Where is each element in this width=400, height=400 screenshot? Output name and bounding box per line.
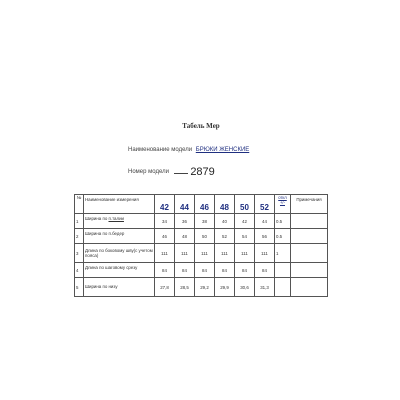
- header-index: №: [75, 195, 84, 214]
- row-label: [84, 278, 155, 297]
- row-tolerance: [275, 278, 291, 297]
- header-size: 50: [235, 195, 255, 214]
- model-number-label: Номер модели: [128, 169, 169, 175]
- table-row: [75, 263, 328, 278]
- table-header-row: [75, 195, 328, 214]
- row-value: 84: [175, 263, 195, 278]
- row-value: 111: [195, 244, 215, 263]
- header-size: 52: [255, 195, 275, 214]
- row-label-text: Длина по шаговому срезу: [85, 265, 138, 270]
- row-notes: [291, 244, 328, 263]
- measurement-sheet: [70, 18, 332, 390]
- row-label: [84, 214, 155, 229]
- row-value: 52: [215, 229, 235, 244]
- row-label-text: Ширина по: [85, 216, 109, 221]
- row-value: 50: [195, 229, 215, 244]
- row-value: 84: [215, 263, 235, 278]
- row-value: 54: [235, 229, 255, 244]
- row-notes: [291, 229, 328, 244]
- row-label-text: Ширина по низу: [85, 284, 118, 290]
- table-row: [75, 214, 328, 229]
- row-value: 42: [235, 214, 255, 229]
- row-index: 3: [75, 244, 84, 263]
- row-value: 29,2: [195, 278, 215, 297]
- header-size: 44: [175, 195, 195, 214]
- table-row: [75, 278, 328, 297]
- header-tolerance: откл +/-: [275, 195, 291, 214]
- row-tolerance: 1: [275, 244, 291, 263]
- header-measurement-name: Наименование измерения: [84, 195, 155, 214]
- row-value: 46: [155, 229, 175, 244]
- document-title: Табель Мер: [182, 122, 220, 130]
- row-value: 30,6: [235, 278, 255, 297]
- model-number-value: 2879: [190, 166, 215, 178]
- row-index: 1: [75, 214, 84, 229]
- row-value: 111: [235, 244, 255, 263]
- row-value: 31,3: [255, 278, 275, 297]
- row-index: 5: [75, 278, 84, 297]
- row-value: 40: [215, 214, 235, 229]
- row-value: 44: [255, 214, 275, 229]
- model-number-line: [128, 166, 215, 178]
- row-label: [84, 229, 155, 244]
- row-value: 84: [255, 263, 275, 278]
- row-tolerance: 0.5: [275, 229, 291, 244]
- header-size: 46: [195, 195, 215, 214]
- row-value: 36: [175, 214, 195, 229]
- row-label-text: Длина по боковому шву(с учетом пояса): [85, 247, 153, 258]
- row-value: 28,5: [175, 278, 195, 297]
- row-value: 29,9: [215, 278, 235, 297]
- row-value: 111: [255, 244, 275, 263]
- row-value: 27,8: [155, 278, 175, 297]
- measurements-table: [74, 194, 328, 297]
- model-name-line: [128, 147, 249, 153]
- row-value: 84: [235, 263, 255, 278]
- row-value: 48: [175, 229, 195, 244]
- row-value: 111: [155, 244, 175, 263]
- row-notes: [291, 278, 328, 297]
- row-value: 56: [255, 229, 275, 244]
- row-value: 111: [215, 244, 235, 263]
- header-size: 48: [215, 195, 235, 214]
- row-value: 111: [175, 244, 195, 263]
- row-index: 2: [75, 229, 84, 244]
- table-row: [75, 244, 328, 263]
- row-value: 84: [195, 263, 215, 278]
- row-label-text: Ширина по п.бедер: [85, 231, 125, 236]
- row-label-underlined: п.талии: [108, 216, 124, 221]
- row-value: 34: [155, 214, 175, 229]
- row-label: [84, 263, 155, 278]
- row-value: 38: [195, 214, 215, 229]
- row-index: 4: [75, 263, 84, 278]
- model-name-label: Наименование модели: [128, 147, 193, 153]
- row-value: 84: [155, 263, 175, 278]
- model-name-value: БРЮКИ ЖЕНСКИЕ: [195, 147, 250, 153]
- row-tolerance: [275, 263, 291, 278]
- row-label: [84, 244, 155, 263]
- table-row: [75, 229, 328, 244]
- model-number-underline: [174, 173, 188, 174]
- row-notes: [291, 263, 328, 278]
- row-notes: [291, 214, 328, 229]
- header-size: 42: [155, 195, 175, 214]
- row-tolerance: 0.5: [275, 214, 291, 229]
- header-notes: Примечания: [291, 195, 328, 214]
